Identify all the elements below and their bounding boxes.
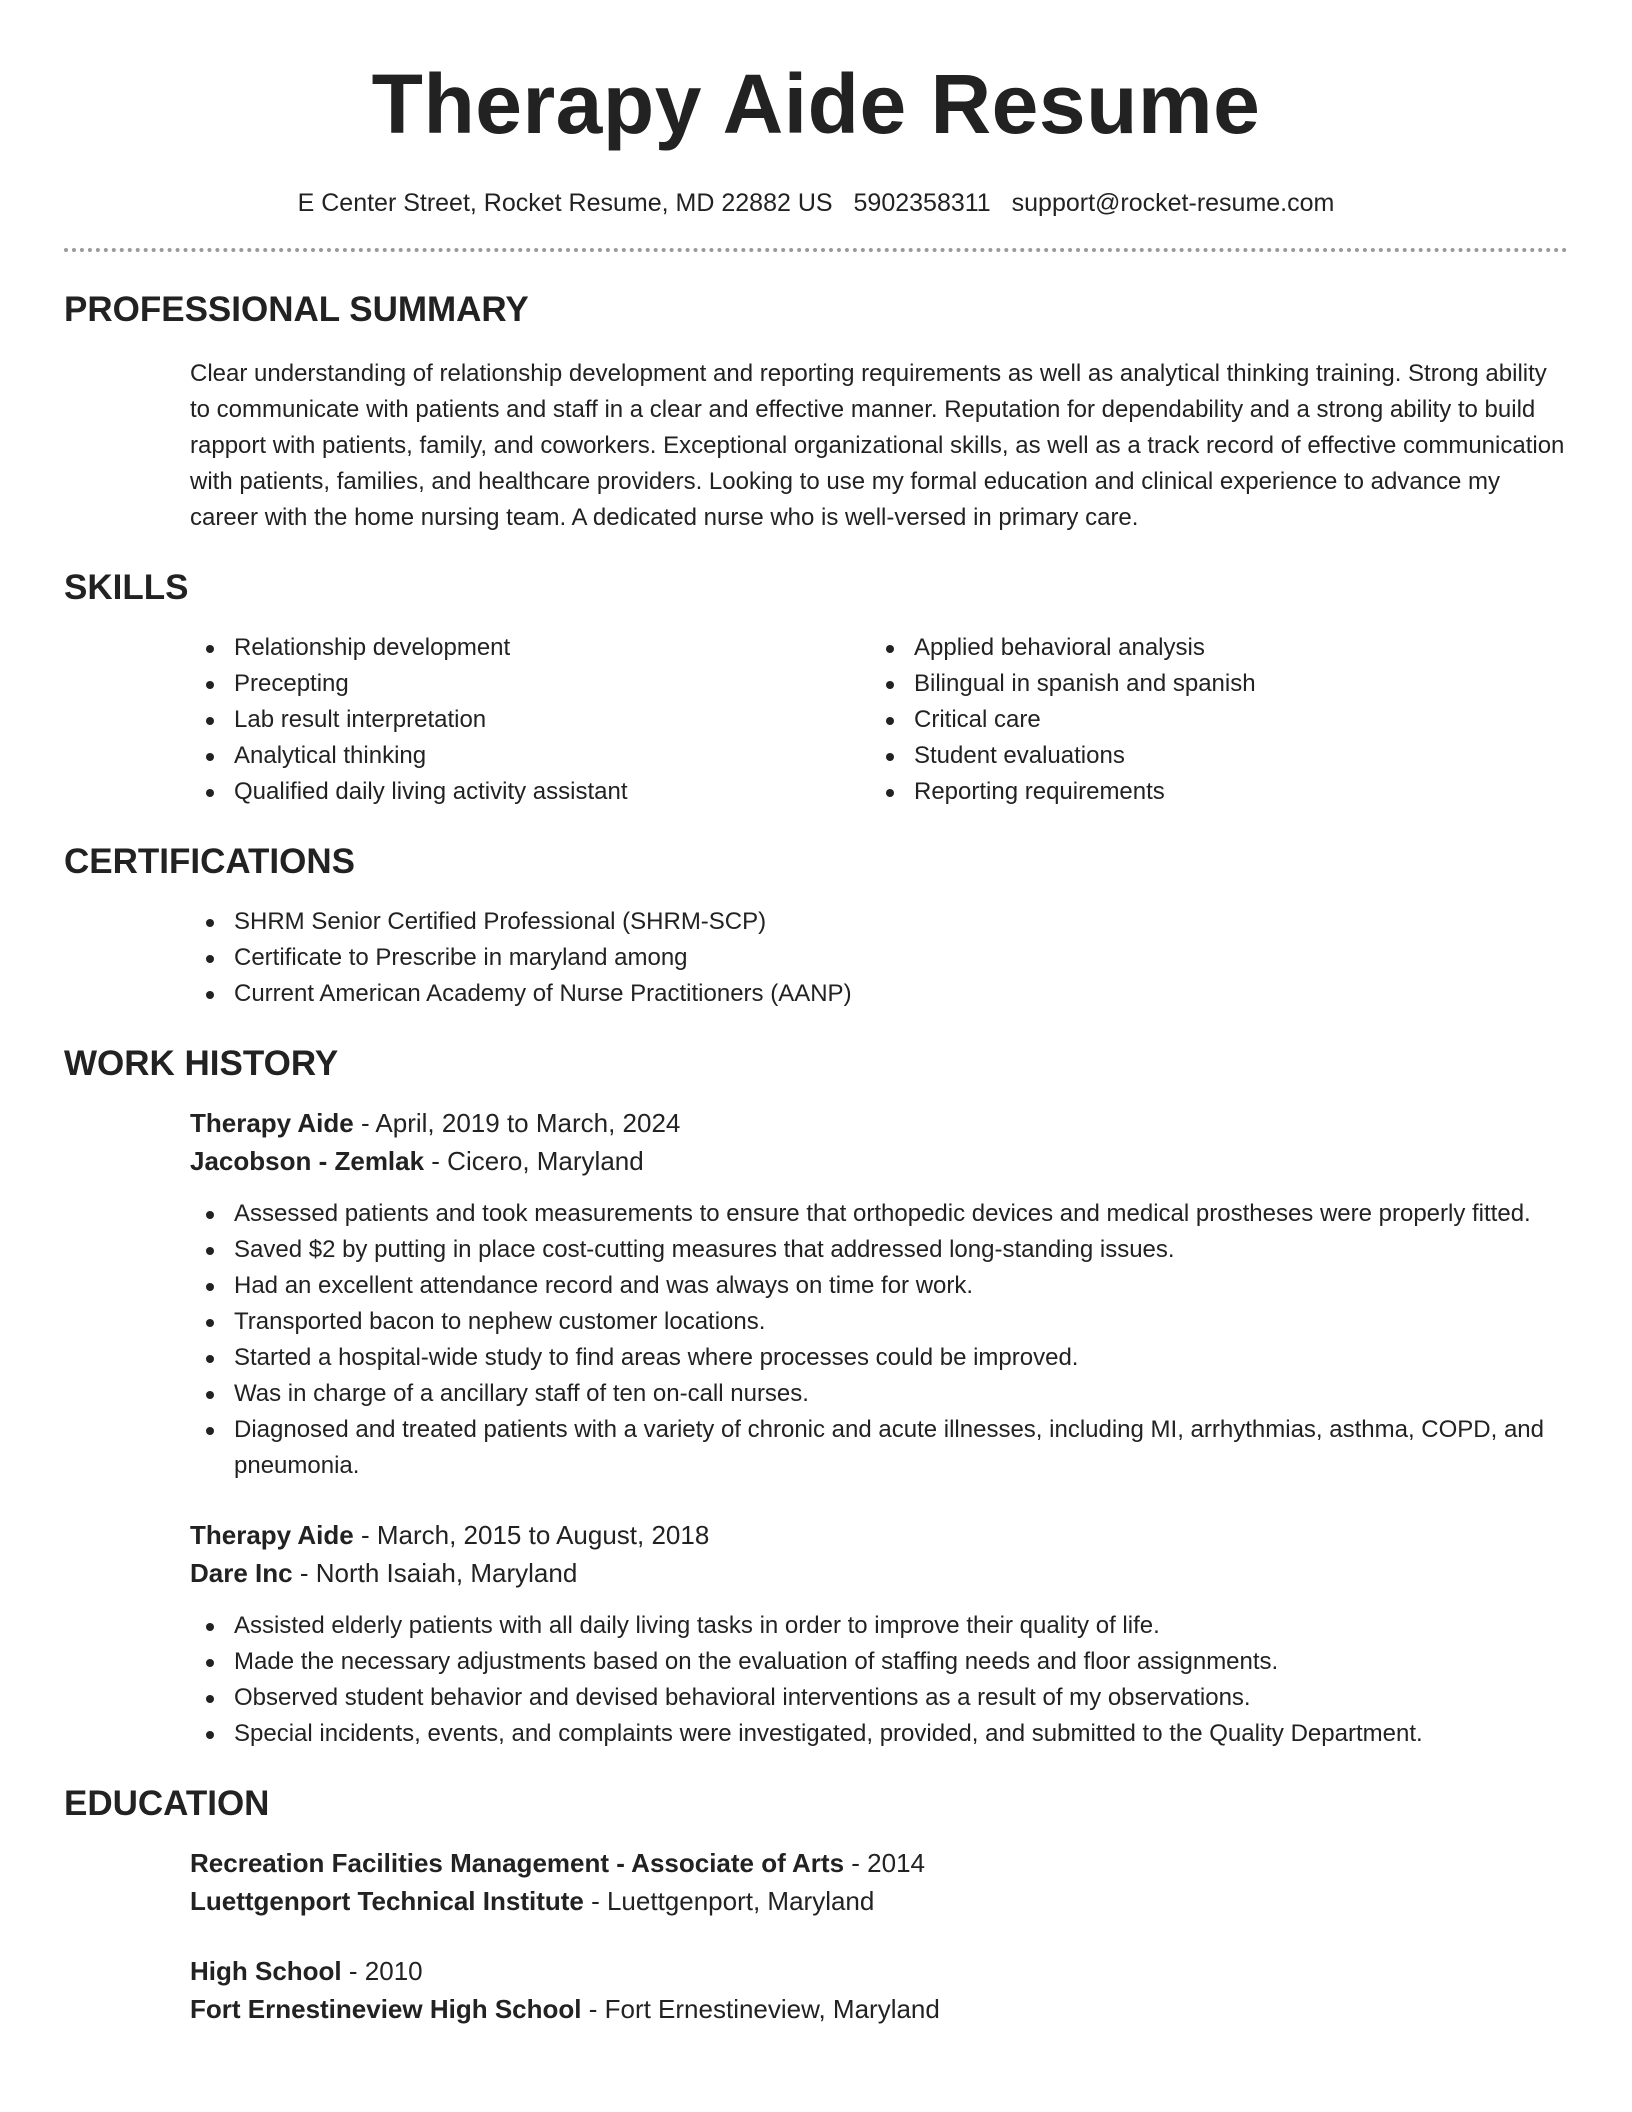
certifications-list bbox=[190, 904, 1568, 1012]
education-school-line bbox=[190, 1990, 1568, 2028]
job-company: Dare Inc bbox=[190, 1558, 293, 1588]
contact-email: support@rocket-resume.com bbox=[1011, 189, 1335, 217]
education-year: - 2010 bbox=[341, 1956, 423, 1986]
job-bullet: Was in charge of a ancillary staff of ten on-call nurses. bbox=[190, 1376, 1568, 1412]
job-company-line bbox=[190, 1142, 1568, 1180]
job-dates: - April, 2019 to March, 2024 bbox=[353, 1108, 681, 1138]
education-school-line bbox=[190, 1882, 1568, 1920]
work-history-heading: WORK HISTORY bbox=[64, 1044, 339, 1083]
job-bullet: Started a hospital-wide study to find areas where processes could be improved. bbox=[190, 1340, 1568, 1376]
job-dates: - March, 2015 to August, 2018 bbox=[353, 1520, 710, 1550]
education-entry bbox=[190, 1952, 1568, 2028]
job-bullet: Observed student behavior and devised behavioral interventions as a result of my observations. bbox=[190, 1680, 1568, 1716]
job-bullet: Special incidents, events, and complaints were investigated, provided, and submitted to the Quality Department. bbox=[190, 1716, 1568, 1752]
skill-item: Reporting requirements bbox=[870, 774, 1550, 810]
education-degree-line bbox=[190, 1952, 1568, 1990]
summary-text: Clear understanding of relationship development and reporting requirements as well as analytical thinking training. Strong ability to communicate with patients and staff in a clear and effective manner. Reputation for dependability and a strong ability to build rapport with patients, family, and coworkers. Exceptional organizational skills, as well as a track record of effective communication with patients, families, and healthcare providers. Looking to use my formal education and clinical experience to advance my career with the home nursing team. A dedicated nurse who is well-versed in primary care. bbox=[190, 360, 1565, 531]
skills-column-left bbox=[190, 630, 870, 810]
job-entry bbox=[190, 1104, 1568, 1484]
contact-address: E Center Street, Rocket Resume, MD 22882 US bbox=[297, 189, 833, 217]
job-bullets bbox=[64, 1196, 1568, 1484]
certification-item: SHRM Senior Certified Professional (SHRM-SCP) bbox=[190, 904, 1568, 940]
work-history-section bbox=[64, 1042, 1568, 1752]
skill-item: Analytical thinking bbox=[190, 738, 870, 774]
education-school: Fort Ernestineview High School bbox=[190, 1994, 582, 2024]
job-title-line bbox=[190, 1516, 1568, 1554]
contact-phone: 5902358311 bbox=[853, 189, 991, 217]
job-title: Therapy Aide bbox=[190, 1108, 354, 1138]
job-bullets bbox=[64, 1608, 1568, 1752]
education-section bbox=[64, 1782, 1568, 2028]
skill-item: Precepting bbox=[190, 666, 870, 702]
education-entry bbox=[190, 1844, 1568, 1920]
skill-item: Relationship development bbox=[190, 630, 870, 666]
header-divider bbox=[64, 248, 1568, 252]
education-school: Luettgenport Technical Institute bbox=[190, 1886, 584, 1916]
education-year: - 2014 bbox=[844, 1848, 925, 1878]
job-bullet: Transported bacon to nephew customer locations. bbox=[190, 1304, 1568, 1340]
job-bullet: Assessed patients and took measurements to ensure that orthopedic devices and medical prostheses were properly fitted. bbox=[190, 1196, 1568, 1232]
job-bullet: Assisted elderly patients with all daily living tasks in order to improve their quality of life. bbox=[190, 1608, 1568, 1644]
skill-item: Lab result interpretation bbox=[190, 702, 870, 738]
skills-list bbox=[190, 630, 1568, 810]
summary-heading: PROFESSIONAL SUMMARY bbox=[64, 290, 529, 329]
skill-item: Applied behavioral analysis bbox=[870, 630, 1550, 666]
job-title: Therapy Aide bbox=[190, 1520, 354, 1550]
certifications-heading: CERTIFICATIONS bbox=[64, 842, 356, 881]
job-bullet: Saved $2 by putting in place cost-cutting measures that addressed long-standing issues. bbox=[190, 1232, 1568, 1268]
education-degree: Recreation Facilities Management - Associate of Arts bbox=[190, 1848, 845, 1878]
skills-heading: SKILLS bbox=[64, 568, 189, 607]
education-location: - Fort Ernestineview, Maryland bbox=[581, 1994, 940, 2024]
skill-item: Student evaluations bbox=[870, 738, 1550, 774]
job-bullet: Diagnosed and treated patients with a variety of chronic and acute illnesses, including MI, arrhythmias, asthma, COPD, and pneumonia. bbox=[190, 1412, 1568, 1484]
job-location: - North Isaiah, Maryland bbox=[292, 1558, 578, 1588]
education-degree-line bbox=[190, 1844, 1568, 1882]
skills-column-right bbox=[870, 630, 1550, 810]
job-entry bbox=[190, 1516, 1568, 1752]
job-company-line bbox=[190, 1554, 1568, 1592]
education-location: - Luettgenport, Maryland bbox=[583, 1886, 875, 1916]
certification-item: Current American Academy of Nurse Practitioners (AANP) bbox=[190, 976, 1568, 1012]
job-bullet: Had an excellent attendance record and was always on time for work. bbox=[190, 1268, 1568, 1304]
summary-section bbox=[64, 288, 1568, 536]
job-location: - Cicero, Maryland bbox=[424, 1146, 644, 1176]
skill-item: Qualified daily living activity assistant bbox=[190, 774, 870, 810]
skill-item: Bilingual in spanish and spanish bbox=[870, 666, 1550, 702]
resume-title: Therapy Aide Resume bbox=[371, 57, 1261, 151]
skills-section bbox=[64, 566, 1568, 810]
certification-item: Certificate to Prescribe in maryland among bbox=[190, 940, 1568, 976]
certifications-section bbox=[64, 840, 1568, 1012]
skill-item: Critical care bbox=[870, 702, 1550, 738]
education-heading: EDUCATION bbox=[64, 1784, 270, 1823]
contact-line bbox=[64, 186, 1568, 220]
job-bullet: Made the necessary adjustments based on the evaluation of staffing needs and floor assignments. bbox=[190, 1644, 1568, 1680]
job-company: Jacobson - Zemlak bbox=[190, 1146, 425, 1176]
job-title-line bbox=[190, 1104, 1568, 1142]
education-degree: High School bbox=[190, 1956, 342, 1986]
